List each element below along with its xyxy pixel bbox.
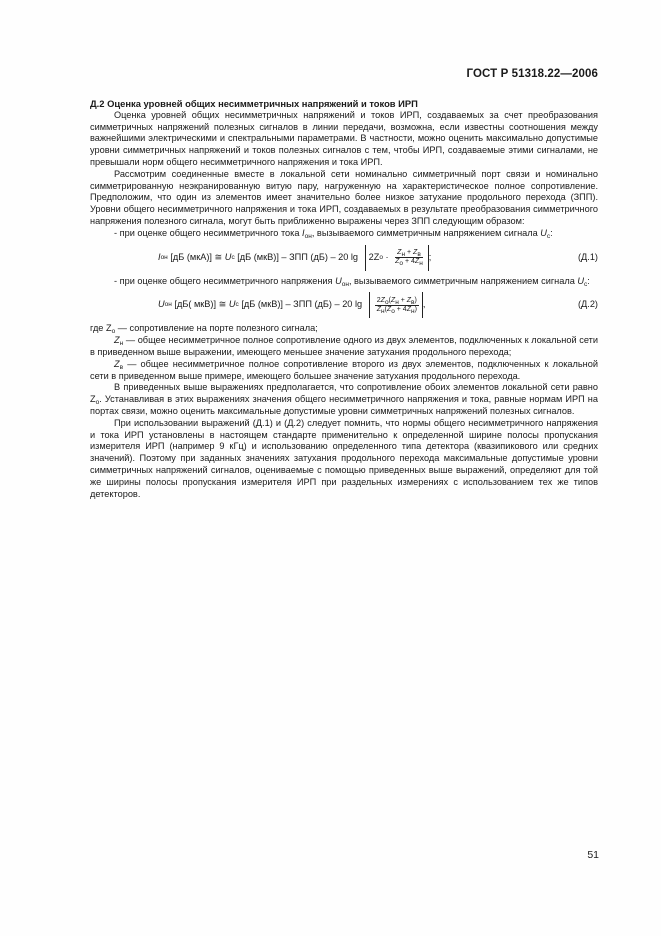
formula-d1-abs: 2Z о · $\frac{Z_н + Z_в}{Z_o + 4Z_н}$: [365, 245, 429, 271]
paragraph-2: Рассмотрим соединенные вместе в локальной сети номинально симметричный порт связи и номинально симметрированную неэкранированную витую пару, нагруженную на характеристическое полное сопротивление. Предположим, что один из элементов имеет значительно более низкое затухание продольного перехода (ЗПП). Уровни общего несимметричного напряжения и тока ИРП, создаваемых в результате преобразования симметричного напряжения полезного сигнала, могут быть приближенно выражены через ЗПП следующим образом:: [90, 168, 598, 226]
paragraph-current-intro: - при оценке общего несимметричного тока $I_{он}$, вызываемого симметричным напряжением сигнала $U_с$:: [114, 227, 553, 240]
page-number: 51: [587, 849, 599, 861]
document-id: ГОСТ Р 51318.22—2006: [466, 68, 598, 80]
paragraph-6: При использовании выражений (Д.1) и (Д.2) следует помнить, что нормы общего несимметричного напряжения и тока ИРП установлены в настоящем стандарте применительно к определенной ширине полосы пропускания измерителя ИРП (например 9 кГц) и использованию определенного типа детектора (квазипикового или средних значений). Поэтому при заданных значениях затухания продольного перехода максимальные допустимые уровни симметричных напряжений сигналов, оцениваемые с помощью приведенных выше выражений, определяют для той же ширины полосы пропускания измерителя ИРП при раздельных измерениях с использованием тех же типов детекторов.: [90, 417, 598, 499]
paragraph-5: В приведенных выше выражениях предполагается, что сопротивление обоих элементов локальной сети равно $Z_o$. Устанавливая в этих выражениях значения общего несимметричного напряжения и тока, равные нормам ИРП на портах связи, можно оценить максимальные допустимые уровни симметричных напряжений полезных сигналов.: [90, 382, 598, 416]
formula-d2-abs: [369, 292, 423, 318]
formula-d1-fraction: $\frac{Z_н + Z_в}{Z_o + 4Z_н}$: [395, 249, 423, 268]
formula-d2-expression: U он [дБ( мкВ)] ≅ U с [дБ (мкВ)] – ЗПП (дБ) – 20 lg $\frac{2Z_о(Z_н + Z_в)}{Z_н(Z_о + 4Z_н)}$ ,: [158, 290, 425, 320]
paragraph-voltage-intro: - при оценке общего несимметричного напряжения $U_{он}$, вызываемого симметричным напряжением сигнала $U_с$:: [114, 275, 590, 288]
section-title: Д.2 Оценка уровней общих несимметричных напряжений и токов ИРП: [90, 98, 418, 109]
formula-d2: [90, 290, 598, 320]
main-content: [90, 98, 598, 500]
where-item-zn: $Z_н$ — общее несимметричное полное сопротивление одного из двух элементов, подключенных к локальной сети в приведенном выше выражении, имеющего меньшее значение затухания продольного перехода;: [90, 335, 598, 357]
formula-d1-number: (Д.1): [577, 251, 598, 262]
where-item-zv: $Z_в$ — общее несимметричное полное сопротивление второго из двух элементов, подключенных к локальной сети в приведенном выше примере, имеющего большее значение затухания продольного перехода.: [90, 358, 598, 381]
formula-d1-expression: I он [дБ (мкА)] ≅ U с [дБ (мкВ)] – ЗПП (дБ) – 20 lg 2Z о · $\frac{Z_н + Z_в}{Z_o + 4Z_н}$ ;: [158, 243, 431, 273]
where-item-zo: где $Z_o$ — сопротивление на порте полезного сигнала;: [90, 323, 318, 336]
formula-d2-fraction: $\frac{2Z_о(Z_н + Z_в)}{Z_н(Z_о + 4Z_н)}$: [376, 296, 417, 315]
formula-d2-number: (Д.2): [577, 299, 598, 310]
paragraph-1: Оценка уровней общих несимметричных напряжений и токов ИРП, создаваемых за счет преобразования симметричных напряжений полезных сигналов в линии передачи, возможна, если известны соотношения между важнейшими электрическими и спектральными параметрами. В частности, можно оценить максимально допустимые уровни симметричных напряжений и токов полезных сигналов с тем, чтобы ИРП, создаваемые этими сигналами, не превышали норм общего несимметричного напряжения и тока ИРП.: [90, 109, 598, 167]
formula-d1: [90, 243, 598, 273]
